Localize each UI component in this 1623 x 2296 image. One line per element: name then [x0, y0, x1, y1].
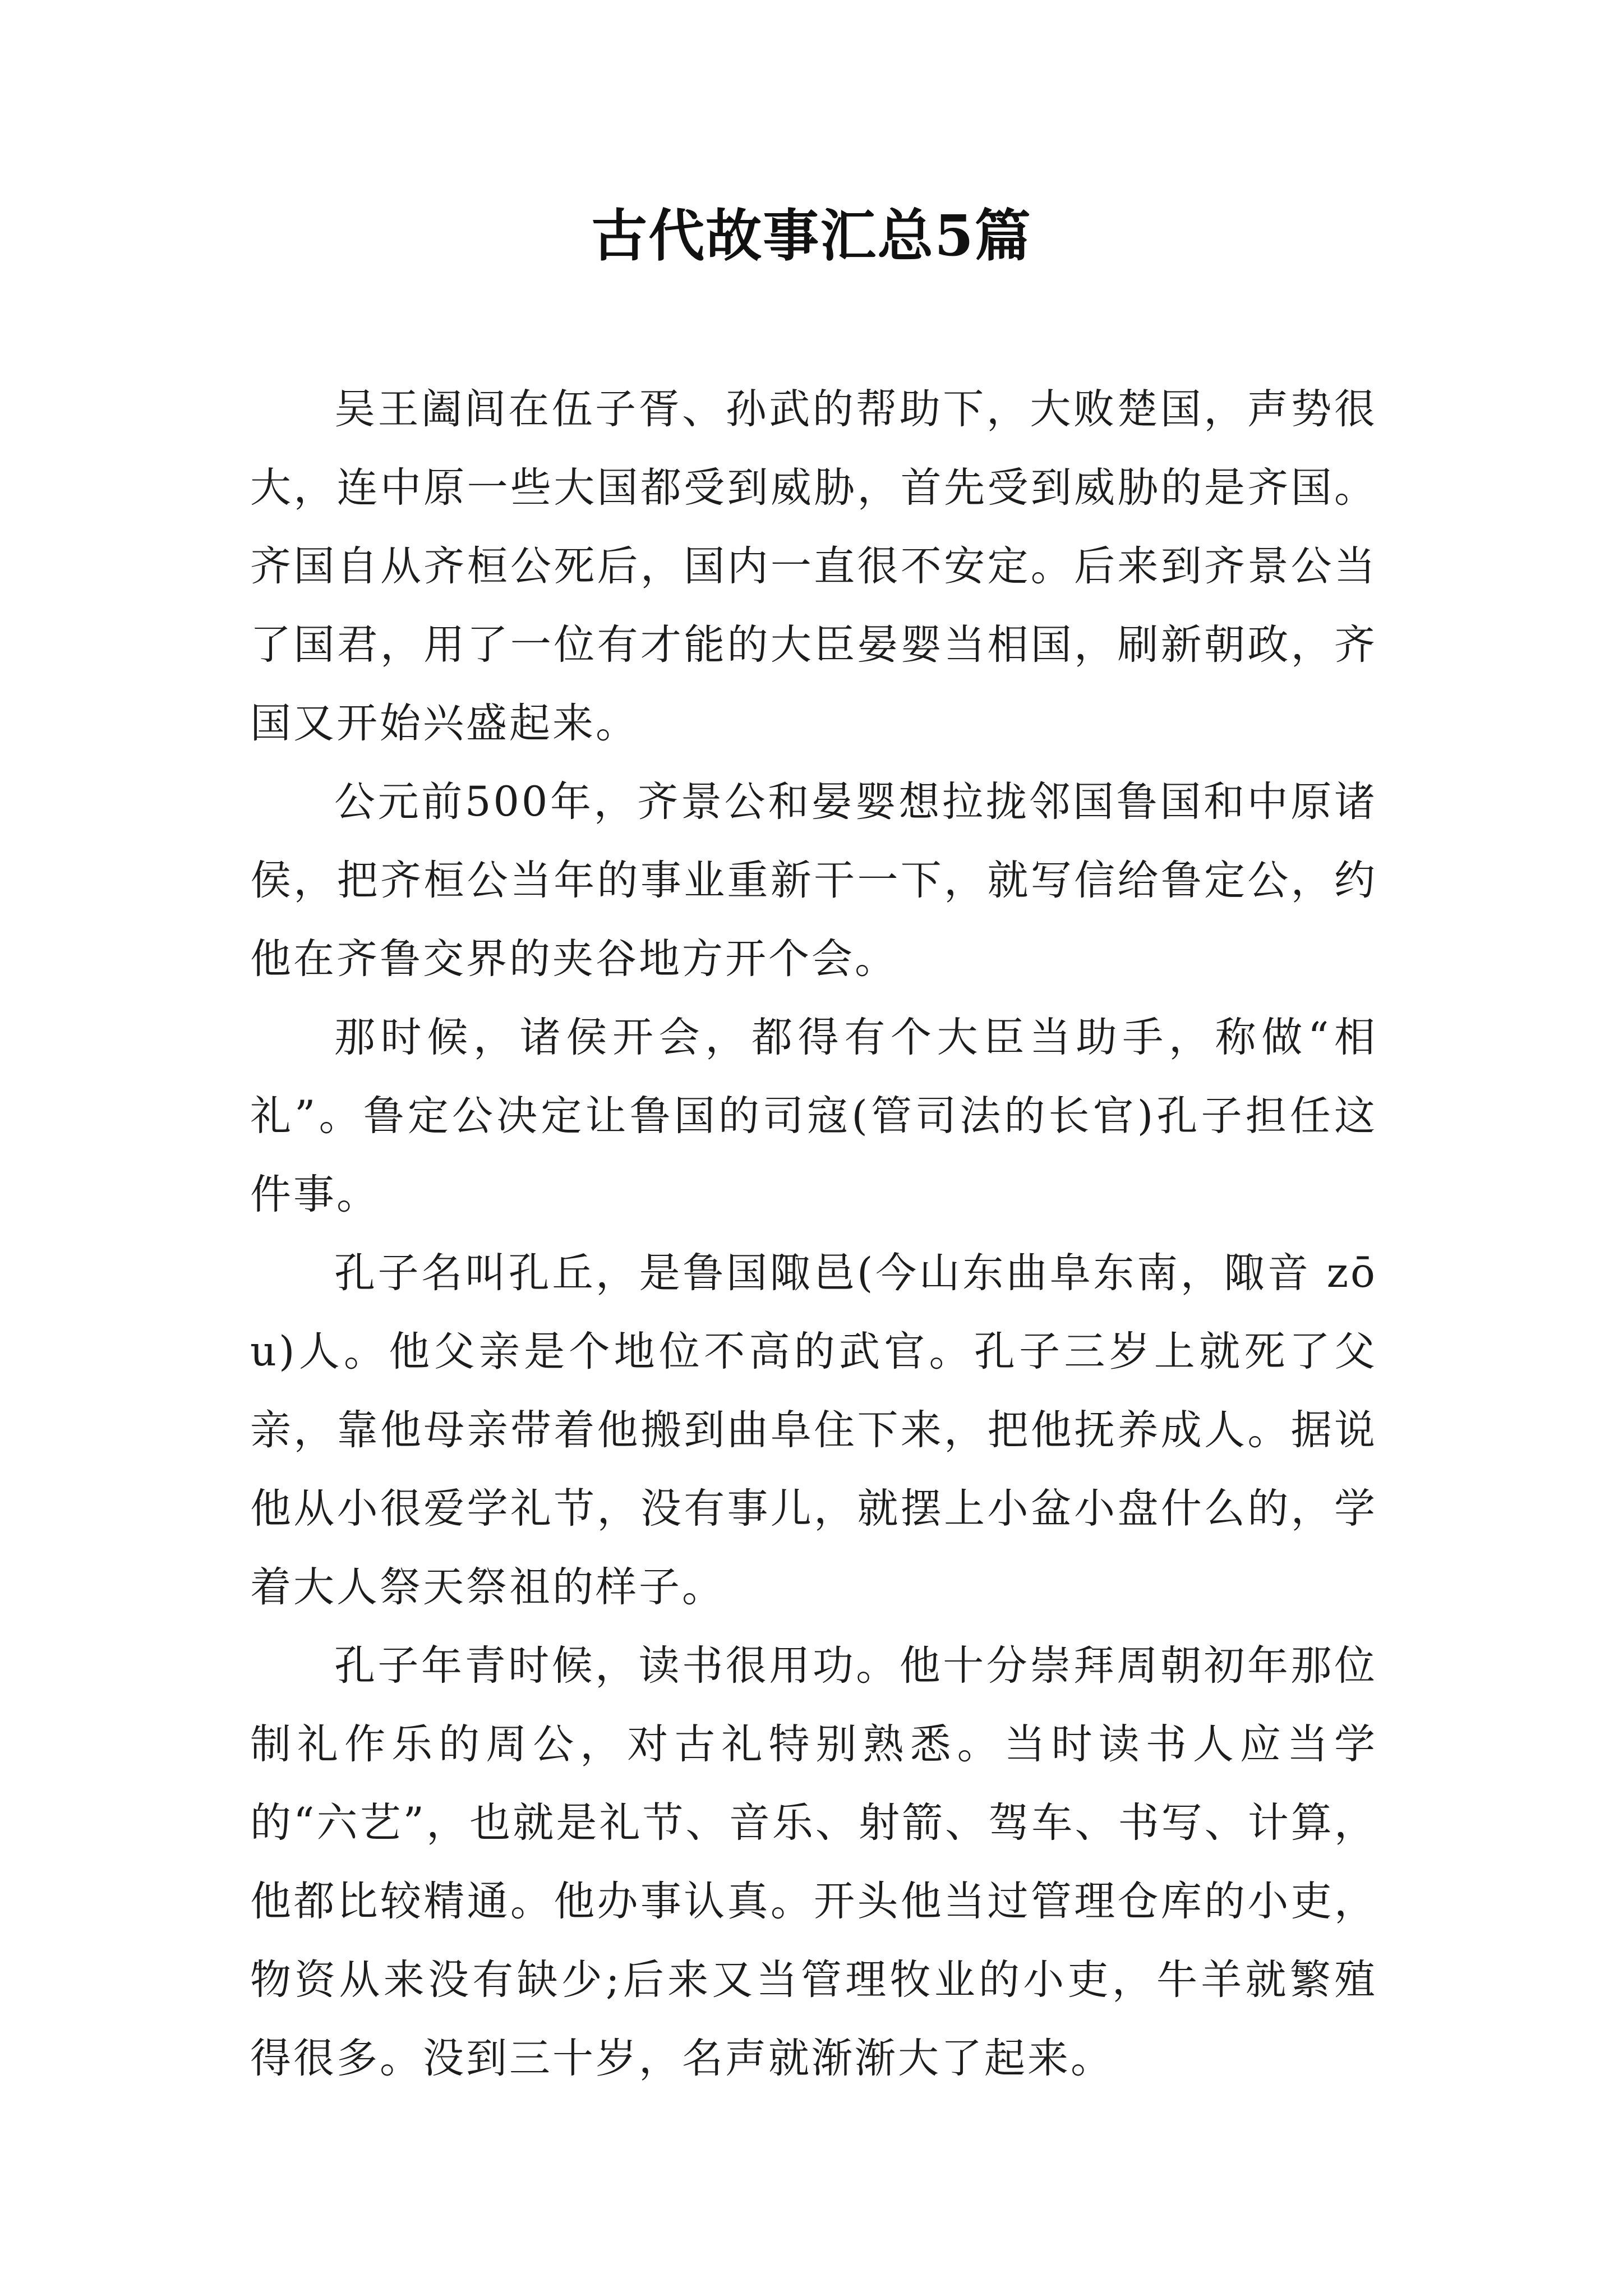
paragraph-1: 吴王阖闾在伍子胥、孙武的帮助下，大败楚国，声势很大，连中原一些大国都受到威胁，首先受到威胁的是齐国。齐国自从齐桓公死后，国内一直很不安定。后来到齐景公当了国君，用了一位有才能的大臣晏婴当相国，刷新朝政，齐国又开始兴盛起来。 [250, 385, 1377, 747]
paragraph-4: 孔子名叫孔丘，是鲁国陬邑(今山东曲阜东南，陬音 zō u)人。他父亲是个地位不高的武官。孔子三岁上就死了父亲，靠他母亲带着他搬到曲阜住下来，把他抚养成人。据说他从小很爱学礼节，没有事儿，就摆上小盆小盘什么的，学着大人祭天祭祖的样子。 [250, 1249, 1377, 1611]
paragraph-5: 孔子年青时候，读书很用功。他十分崇拜周朝初年那位制礼作乐的周公，对古礼特别熟悉。当时读书人应当学的“六艺”，也就是礼节、音乐、射箭、驾车、书写、计算，他都比较精通。他办事认真。开头他当过管理仓库的小吏，物资从来没有缺少;后来又当管理牧业的小吏，牛羊就繁殖得很多。没到三十岁，名声就渐渐大了起来。 [250, 1642, 1377, 2082]
document-title: 古代故事汇总5篇 [591, 203, 1032, 269]
document-body [250, 370, 1377, 2098]
paragraph-2: 公元前500年，齐景公和晏婴想拉拢邻国鲁国和中原诸侯，把齐桓公当年的事业重新干一下，就写信给鲁定公，约他在齐鲁交界的夹谷地方开个会。 [250, 778, 1377, 983]
paragraph-3: 那时候，诸侯开会，都得有个大臣当助手，称做“相礼”。鲁定公决定让鲁国的司寇(管司法的长官)孔子担任这件事。 [250, 1014, 1377, 1218]
